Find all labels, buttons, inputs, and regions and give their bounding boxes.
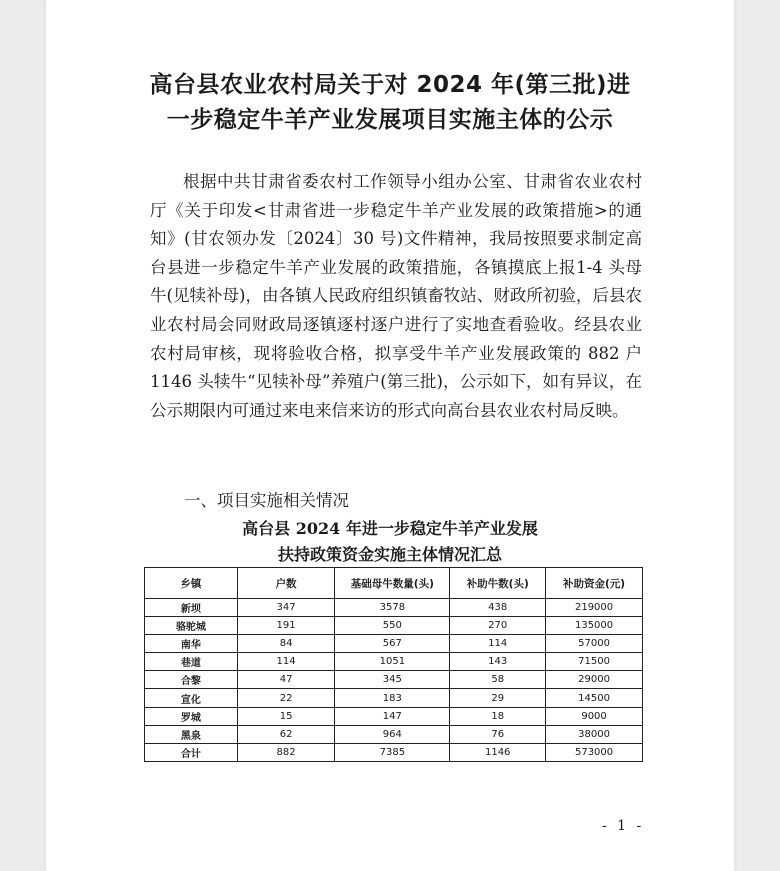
table-row: [145, 653, 643, 671]
table-row: [145, 707, 643, 725]
table-cell: 18: [450, 707, 546, 725]
table-cell: 183: [335, 689, 450, 707]
table-cell: 71500: [546, 653, 643, 671]
title-line-1: 高台县农业农村局关于对 2024 年(第三批)进: [149, 72, 631, 98]
table-cell: 29: [450, 689, 546, 707]
column-header-households: 户数: [237, 568, 335, 599]
table-cell: 合黎: [145, 671, 238, 689]
table-cell: 1146: [450, 743, 546, 761]
title-line-2: 一步稳定牛羊产业发展项目实施主体的公示: [166, 107, 614, 133]
table-cell: 114: [237, 653, 335, 671]
column-header-subsidized-cattle: 补助牛数(头): [450, 568, 546, 599]
table-cell: 1051: [335, 653, 450, 671]
table-cell: 22: [237, 689, 335, 707]
table-cell: 964: [335, 725, 450, 743]
table-cell: 62: [237, 725, 335, 743]
table-cell: 38000: [546, 725, 643, 743]
document-title: [46, 68, 734, 138]
table-cell: 114: [450, 635, 546, 653]
table-cell: 骆驼城: [145, 617, 238, 635]
table-cell: 270: [450, 617, 546, 635]
table-cell: 7385: [335, 743, 450, 761]
table-row: [145, 617, 643, 635]
table-cell: 南华: [145, 635, 238, 653]
body-paragraph: 根据中共甘肃省委农村工作领导小组办公室、甘肃省农业农村厅《关于印发<甘肃省进一步稳定牛羊产业发展的政策措施>的通知》(甘农领办发〔2024〕30 号)文件精神，我局按照要求制定高台县进一步稳定牛羊产业发展的政策措施，各镇摸底上报1-4 头母牛(见犊补母)，由各镇人民政府组织镇畜牧站、财政所初验，后县农业农村局会同财政局逐镇逐村逐户进行了实地查看验收。经县农业农村局审核，现将验收合格，拟享受牛羊产业发展政策的 882 户 1146 头犊牛“见犊补母”养殖户(第三批)，公示如下，如有异议，在公示期限内可通过来电来信来访的形式向高台县农业农村局反映。: [150, 172, 642, 420]
body-text: [150, 168, 642, 425]
table-cell: 3578: [335, 599, 450, 617]
section-heading: 一、项目实施相关情况: [184, 491, 349, 510]
table-cell: 58: [450, 671, 546, 689]
table-title: [46, 516, 734, 568]
table-cell: 135000: [546, 617, 643, 635]
table-cell: 宣化: [145, 689, 238, 707]
page-number: - 1 -: [602, 818, 645, 834]
table-cell: 143: [450, 653, 546, 671]
table-total-row: [145, 743, 643, 761]
table-cell: 347: [237, 599, 335, 617]
table-cell: 219000: [546, 599, 643, 617]
table-title-line-2: 扶持政策资金实施主体情况汇总: [277, 545, 502, 564]
table-cell: 29000: [546, 671, 643, 689]
table-cell: 76: [450, 725, 546, 743]
table-cell: 882: [237, 743, 335, 761]
column-header-town: 乡镇: [145, 568, 238, 599]
table-cell: 573000: [546, 743, 643, 761]
table-row: [145, 671, 643, 689]
table-row: [145, 725, 643, 743]
table-row: [145, 599, 643, 617]
document-page: [46, 0, 734, 871]
table-cell: 黑泉: [145, 725, 238, 743]
table-cell: 191: [237, 617, 335, 635]
table-row: [145, 635, 643, 653]
table-cell: 9000: [546, 707, 643, 725]
table-cell: 47: [237, 671, 335, 689]
table-cell: 15: [237, 707, 335, 725]
table-cell: 14500: [546, 689, 643, 707]
table-cell: 567: [335, 635, 450, 653]
table-row: [145, 689, 643, 707]
table-cell: 新坝: [145, 599, 238, 617]
table-cell: 巷道: [145, 653, 238, 671]
table-cell: 550: [335, 617, 450, 635]
table-header-row: [145, 568, 643, 599]
table-cell: 345: [335, 671, 450, 689]
table-cell: 84: [237, 635, 335, 653]
column-header-subsidy-amount: 补助资金(元): [546, 568, 643, 599]
summary-table: [144, 567, 643, 762]
table-cell: 57000: [546, 635, 643, 653]
table-cell: 438: [450, 599, 546, 617]
table-cell: 147: [335, 707, 450, 725]
table-title-line-1: 高台县 2024 年进一步稳定牛羊产业发展: [242, 519, 538, 538]
column-header-base-cows: 基础母牛数量(头): [335, 568, 450, 599]
table-cell: 罗城: [145, 707, 238, 725]
table-cell: 合计: [145, 743, 238, 761]
